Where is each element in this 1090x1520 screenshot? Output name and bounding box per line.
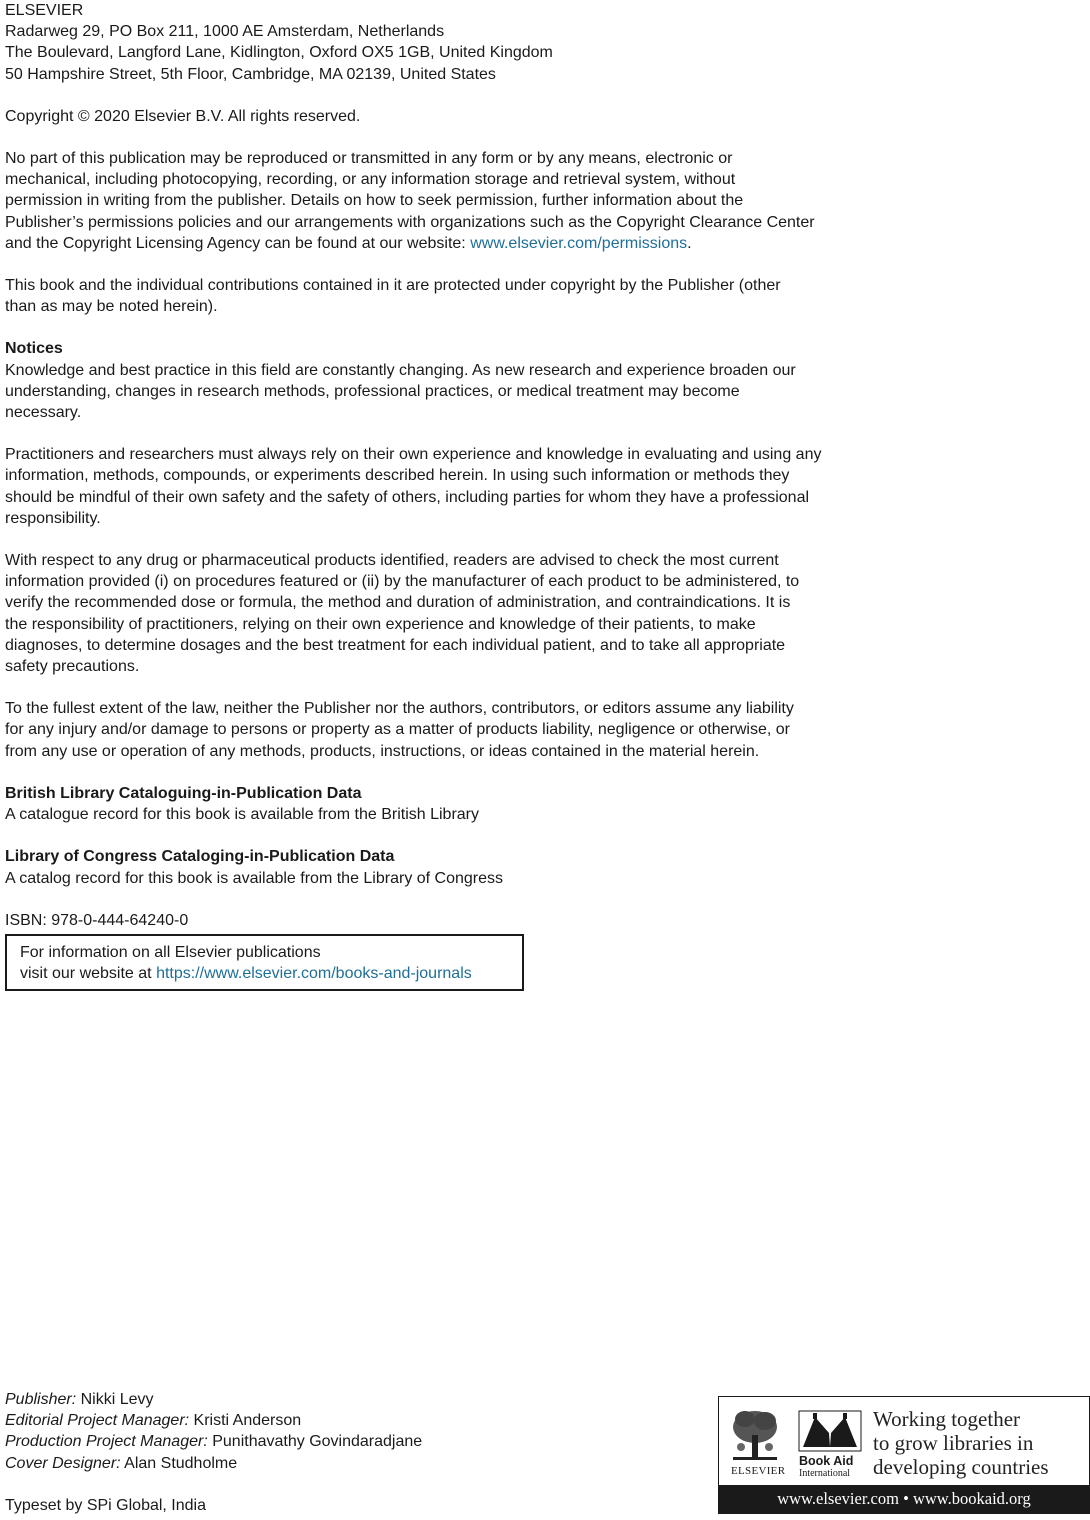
address-amsterdam: Radarweg 29, PO Box 211, 1000 AE Amsterdam, Netherlands <box>5 23 445 41</box>
text-fragment: . <box>687 234 692 252</box>
permissions-paragraph <box>5 148 860 254</box>
credit-role: Cover Designer: <box>5 1454 121 1472</box>
text-fragment: visit our website at <box>20 965 157 983</box>
books-and-journals-link[interactable]: https://www.elsevier.com/books-and-journals <box>156 965 472 983</box>
text-line: diagnoses, to determine dosages and the best treatment for each individual patient, and to take all appropriate <box>5 636 786 654</box>
protection-paragraph <box>5 275 860 317</box>
isbn: ISBN: 978-0-444-64240-0 <box>5 911 189 929</box>
book-aid-international: International <box>799 1468 851 1479</box>
text-line: from any use or operation of any methods, products, instructions, or ideas contained in the material herein. <box>5 742 760 760</box>
text-line: necessary. <box>5 404 82 422</box>
credit-name: Kristi Anderson <box>193 1412 302 1430</box>
text-line: mechanical, including photocopying, recording, or any information storage and retrieval system, without <box>5 171 736 189</box>
text-line: should be mindful of their own safety and the safety of others, including parties for whom they have a professional <box>5 488 810 506</box>
credit-editorial-pm <box>5 1410 422 1431</box>
info-box <box>5 934 524 991</box>
notices-heading: Notices <box>5 340 63 358</box>
logo-footer-urls: www.elsevier.com • www.bookaid.org <box>719 1485 1089 1513</box>
practitioners-paragraph <box>5 444 860 529</box>
drug-paragraph <box>5 550 860 677</box>
text-line: for any injury and/or damage to persons or property as a matter of products liability, negligence or otherwise, or <box>5 721 790 739</box>
credit-publisher <box>5 1389 422 1410</box>
address-cambridge: 50 Hampshire Street, 5th Floor, Cambridge, MA 02139, United States <box>5 65 496 83</box>
text-line: safety precautions. <box>5 658 140 676</box>
text-line: This book and the individual contributions contained in it are protected under copyright by the Publisher (other <box>5 277 781 295</box>
credit-cover-designer <box>5 1453 422 1474</box>
typeset-line: Typeset by SPi Global, India <box>5 1496 206 1514</box>
text-fragment: and the Copyright Licensing Agency can be found at our website: <box>5 234 471 252</box>
credit-role: Production Project Manager: <box>5 1433 208 1451</box>
publisher-address-block <box>5 0 860 85</box>
notices-section <box>5 338 860 423</box>
publisher-name: ELSEVIER <box>5 2 84 19</box>
elsevier-wordmark: ELSEVIER <box>731 1465 786 1477</box>
library-of-congress-heading: Library of Congress Cataloging-in-Publication Data <box>5 848 395 866</box>
library-of-congress-text: A catalog record for this book is available from the Library of Congress <box>5 869 504 887</box>
text-line: understanding, changes in research methods, professional practices, or medical treatment may become <box>5 382 740 400</box>
permissions-link[interactable]: www.elsevier.com/permissions <box>470 234 688 252</box>
tagline-line: developing countries <box>873 1455 1049 1479</box>
text-line <box>5 233 860 254</box>
text-line: Publisher’s permissions policies and our arrangements with organizations such as the Copyright Clearance Center <box>5 213 815 231</box>
library-of-congress-section <box>5 846 860 888</box>
copyright-line: Copyright © 2020 Elsevier B.V. All rights reserved. <box>5 107 361 125</box>
info-box-line-1: For information on all Elsevier publications <box>20 943 321 961</box>
tagline-line: Working together <box>873 1407 1021 1431</box>
text-line: Practitioners and researchers must always rely on their own experience and knowledge in evaluating and using any <box>5 446 822 464</box>
text-line: than as may be noted herein). <box>5 298 218 316</box>
credit-name: Nikki Levy <box>80 1391 154 1408</box>
info-box-line-2 <box>20 963 510 984</box>
text-line: permission in writing from the publisher. Details on how to seek permission, further information about the <box>5 192 744 210</box>
liability-paragraph <box>5 698 860 762</box>
text-line: the responsibility of practitioners, relying on their own experience and knowledge of their patients, to make <box>5 615 756 633</box>
text-line: responsibility. <box>5 509 101 527</box>
british-library-section <box>5 783 860 825</box>
credit-name: Punithavathy Govindaradjane <box>212 1433 423 1451</box>
credit-name: Alan Studholme <box>124 1454 238 1472</box>
tagline-line: to grow libraries in <box>873 1431 1034 1455</box>
production-credits <box>5 1389 422 1516</box>
credit-production-pm <box>5 1431 422 1452</box>
text-line: With respect to any drug or pharmaceutical products identified, readers are advised to check the most current <box>5 552 779 570</box>
credit-role: Publisher: <box>5 1391 77 1408</box>
text-line: information, methods, compounds, or experiments described herein. In using such information or methods they <box>5 467 790 485</box>
logo-tagline <box>873 1407 1049 1479</box>
text-line: To the fullest extent of the law, neither the Publisher nor the authors, contributors, or editors assume any liability <box>5 700 794 718</box>
british-library-text: A catalogue record for this book is available from the British Library <box>5 806 480 824</box>
copyright-page <box>5 0 860 991</box>
british-library-heading: British Library Cataloguing-in-Publication Data <box>5 784 362 802</box>
text-line: information provided (i) on procedures featured or (ii) by the manufacturer of each product to be administered, to <box>5 573 800 591</box>
logo-top-panel <box>719 1397 1089 1485</box>
text-line: Knowledge and best practice in this field are constantly changing. As new research and experience broaden our <box>5 361 796 379</box>
book-aid-logo <box>718 1396 1090 1514</box>
address-oxford: The Boulevard, Langford Lane, Kidlington, Oxford OX5 1GB, United Kingdom <box>5 44 553 62</box>
text-line: verify the recommended dose or formula, the method and duration of administration, and contraindications. It is <box>5 594 791 612</box>
book-aid-wordmark: Book Aid <box>799 1454 854 1468</box>
credit-role: Editorial Project Manager: <box>5 1412 190 1430</box>
text-line: No part of this publication may be reproduced or transmitted in any form or by any means, electronic or <box>5 150 733 168</box>
